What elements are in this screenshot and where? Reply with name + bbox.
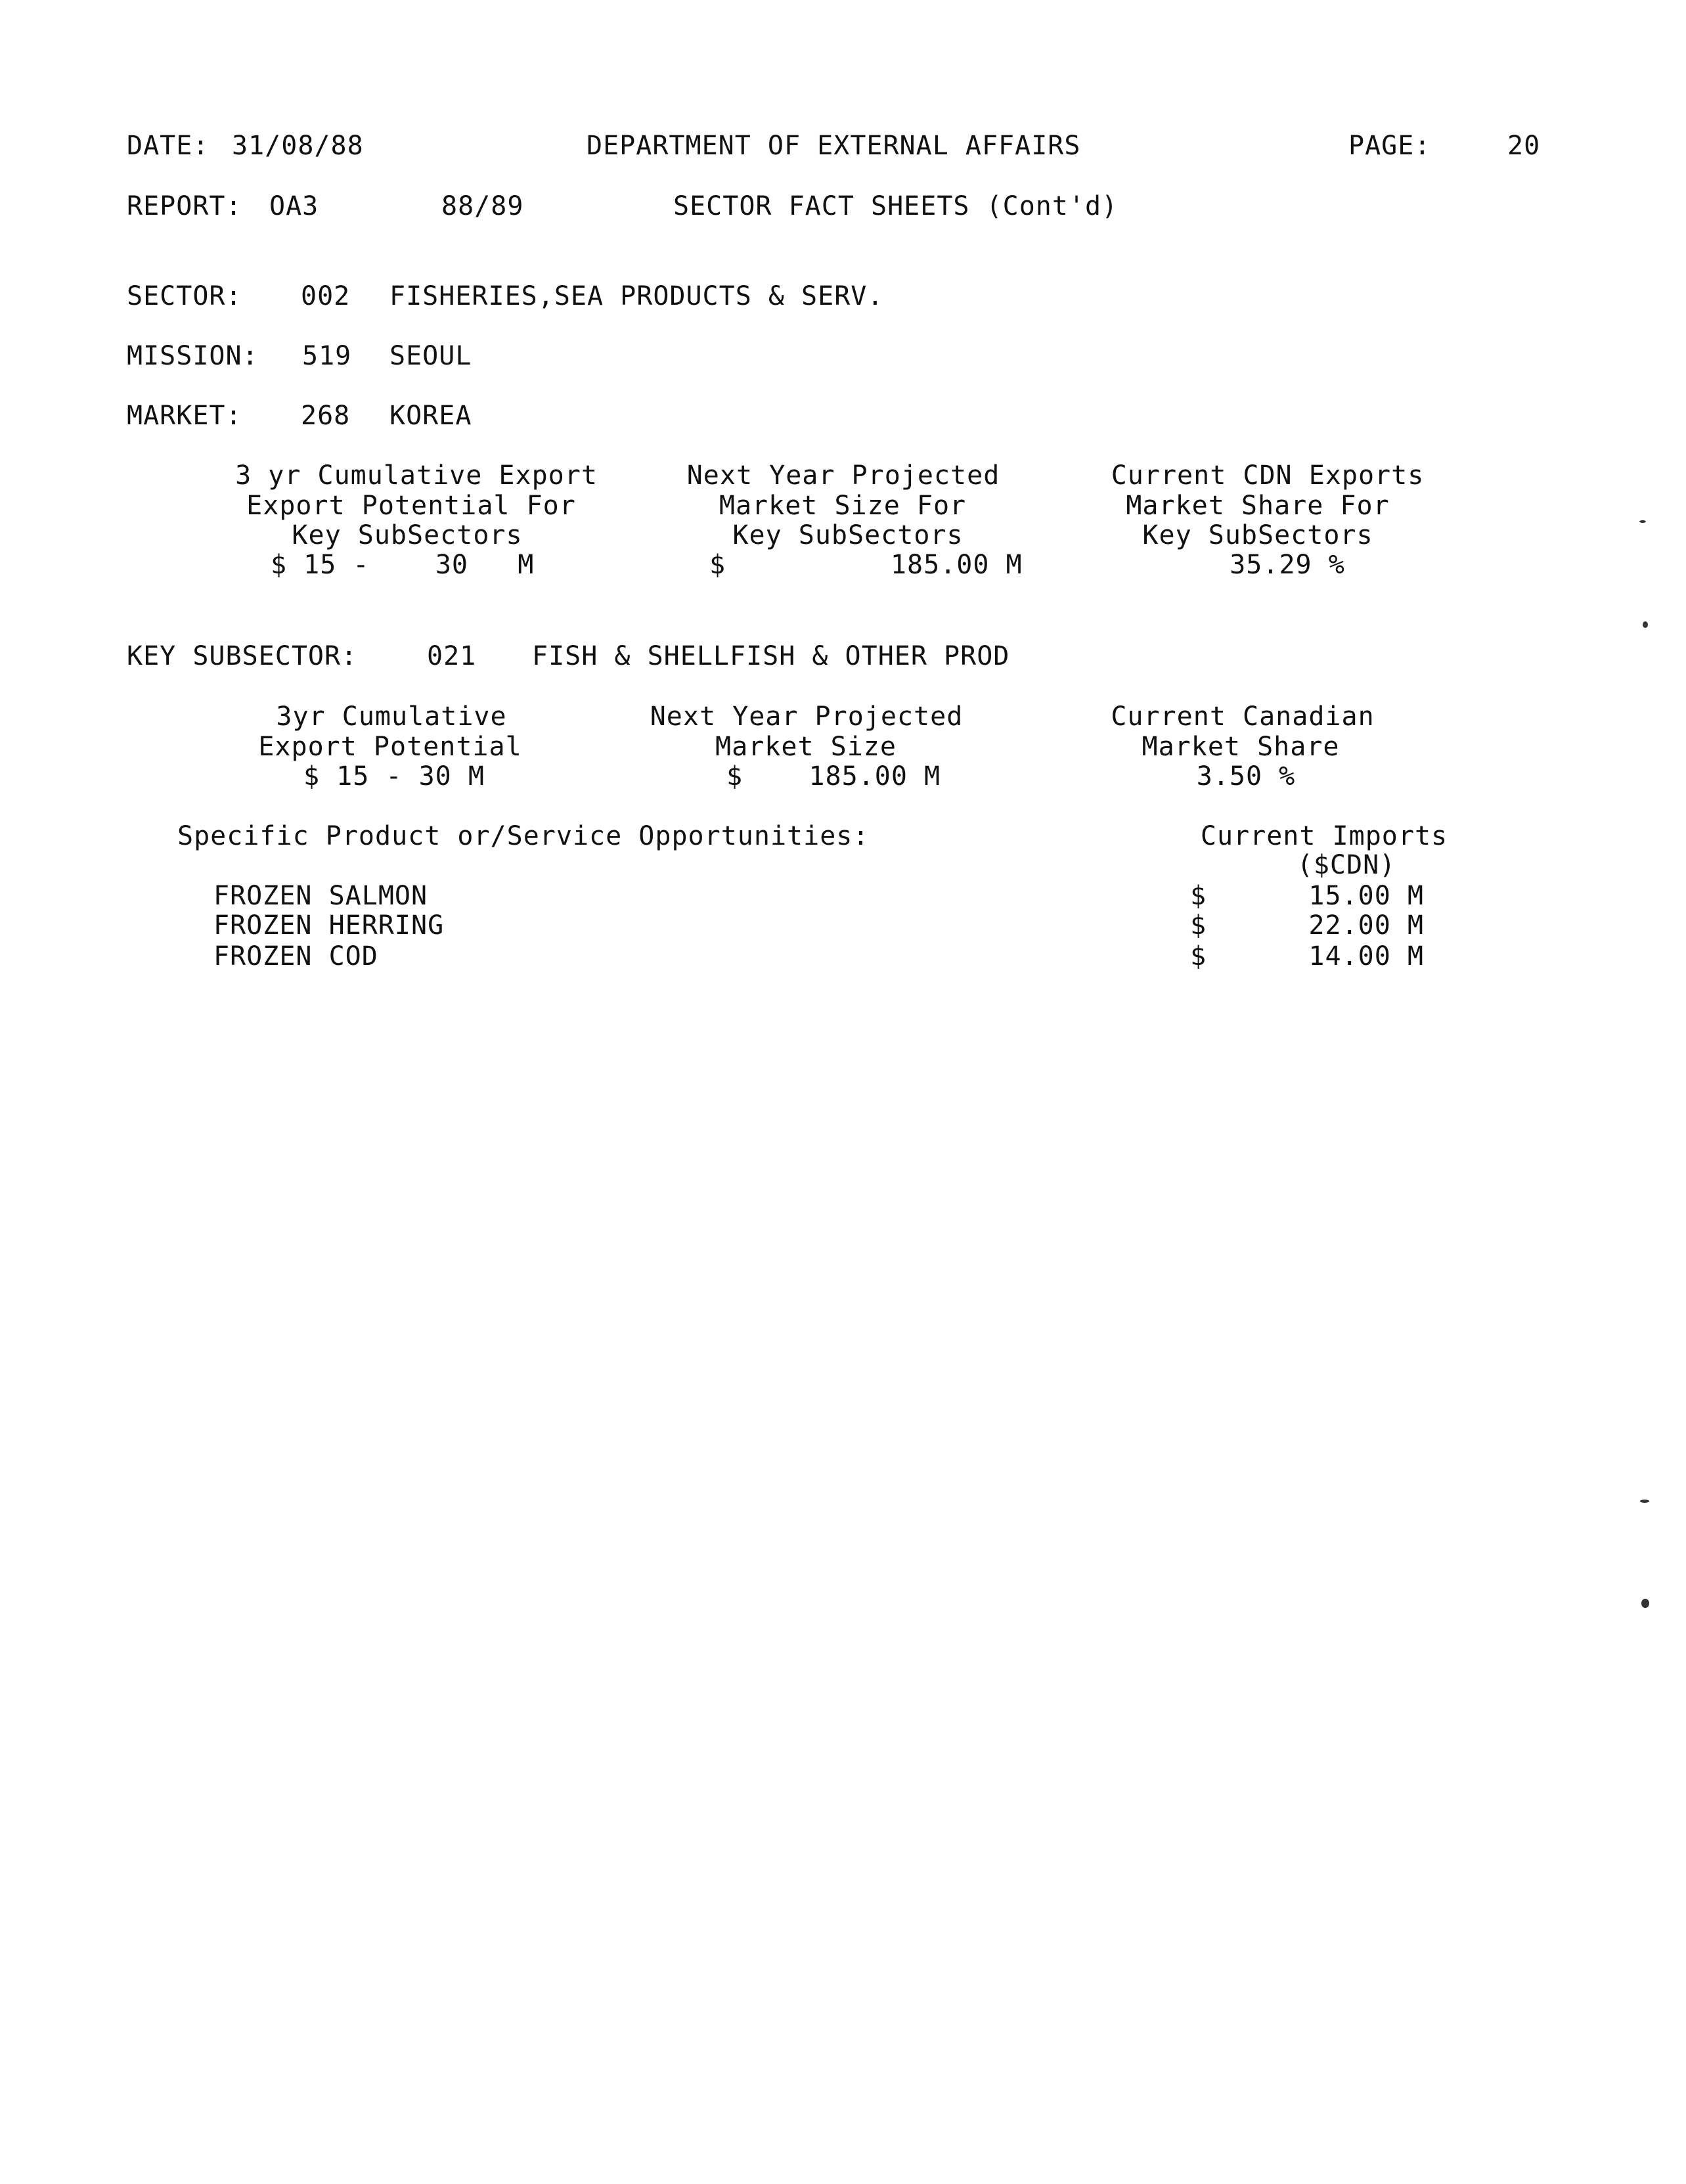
sector-label: SECTOR:	[127, 281, 242, 311]
sector-market-share-heading-2: Market Share For	[1126, 491, 1390, 521]
subsector-export-potential-value: $ 15 - 30 M	[303, 761, 485, 791]
scan-speck	[1643, 621, 1648, 628]
key-subsector-name: FISH & SHELLFISH & OTHER PROD	[532, 641, 1010, 671]
product-name: FROZEN COD	[213, 941, 378, 971]
scan-speck	[1640, 1500, 1649, 1503]
opportunities-heading: Specific Product or/Service Opportunities:	[177, 821, 870, 851]
sector-name: FISHERIES,SEA PRODUCTS & SERV.	[389, 281, 884, 311]
mission-code: 519	[302, 341, 352, 371]
import-currency: $	[1190, 941, 1207, 971]
sector-market-size-heading-2: Market Size For	[719, 491, 967, 521]
product-name: FROZEN SALMON	[213, 881, 428, 911]
sector-export-potential-heading-3: Key SubSectors	[292, 520, 523, 550]
sector-export-potential-heading-1: 3 yr Cumulative Export	[235, 460, 598, 491]
product-name: FROZEN HERRING	[213, 910, 445, 941]
subsector-market-share-value: 3.50 %	[1196, 761, 1296, 791]
report-title: SECTOR FACT SHEETS (Cont'd)	[673, 191, 1119, 221]
date-label: DATE:	[127, 131, 210, 161]
sector-market-share-value: 35.29 %	[1230, 550, 1345, 580]
sector-market-size-heading-3: Key SubSectors	[732, 520, 964, 550]
subsector-market-size-heading-2: Market Size	[715, 732, 897, 762]
import-amount: 22.00 M	[1308, 910, 1424, 941]
import-amount: 14.00 M	[1308, 941, 1424, 971]
current-imports-unit: ($CDN)	[1297, 850, 1396, 880]
subsector-market-size-heading-1: Next Year Projected	[650, 702, 964, 732]
sector-market-share-heading-3: Key SubSectors	[1142, 520, 1373, 550]
mission-label: MISSION:	[127, 341, 259, 371]
report-code: OA3	[269, 191, 319, 221]
page-number: 20	[1507, 131, 1541, 161]
mission-name: SEOUL	[389, 341, 472, 371]
subsector-market-share-heading-1: Current Canadian	[1111, 702, 1375, 732]
subsector-market-share-heading-2: Market Share	[1142, 732, 1340, 762]
fiscal-year: 88/89	[441, 191, 524, 221]
sector-market-share-heading-1: Current CDN Exports	[1111, 460, 1425, 491]
import-currency: $	[1190, 910, 1207, 941]
import-currency: $	[1190, 881, 1207, 911]
page-label: PAGE:	[1348, 131, 1431, 161]
sector-market-size-value: $ 185.00 M	[709, 550, 1023, 580]
scan-speck	[1641, 1599, 1649, 1608]
sector-export-potential-value: $ 15 - 30 M	[271, 550, 535, 580]
sector-market-size-heading-1: Next Year Projected	[686, 460, 1000, 491]
key-subsector-code: 021	[427, 641, 477, 671]
subsector-export-potential-heading-2: Export Potential	[258, 732, 522, 762]
key-subsector-label: KEY SUBSECTOR:	[127, 641, 358, 671]
subsector-market-size-value: $ 185.00 M	[726, 761, 941, 791]
date-value: 31/08/88	[232, 131, 364, 161]
scan-speck	[1639, 520, 1646, 523]
market-label: MARKET:	[127, 401, 242, 431]
current-imports-heading: Current Imports	[1200, 821, 1448, 851]
report-label: REPORT:	[127, 191, 242, 221]
import-amount: 15.00 M	[1308, 881, 1424, 911]
market-code: 268	[301, 401, 351, 431]
market-name: KOREA	[389, 401, 472, 431]
department-title: DEPARTMENT OF EXTERNAL AFFAIRS	[587, 131, 1081, 161]
sector-code: 002	[301, 281, 351, 311]
sector-export-potential-heading-2: Export Potential For	[246, 491, 576, 521]
subsector-export-potential-heading-1: 3yr Cumulative	[276, 702, 507, 732]
